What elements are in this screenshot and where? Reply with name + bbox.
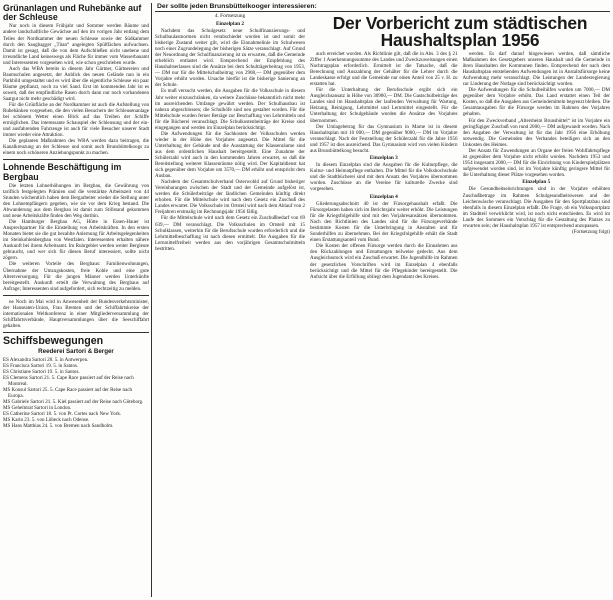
article-paragraph: Der Umlagebetrag für das Gymnasium in Marne ist in diesem Haushaltsplan mit 10 000,— DM gegenüber 9000,— DM im Vorjahre veranschlagt. Nach der Feststellung der Schülerzahl für die Jahre 1956 und 1957 ist dies ausreichend. Das Gymnasium wird von vielen Kindern aus Brunsbüttelkoog besucht.	[310, 123, 458, 154]
article-column-2	[310, 51, 458, 280]
article-paragraph: Der Ansatz für Zuwendungen an Organe der freien Wohlfahrtspflege ist gegenüber dem Vorjahre nicht erhöht worden. Nachdem 1953 und 1954 insgesamt 2000,— DM für die Einrichtung von Kinderspielplätzen aufgewendet worden sind, ist im Vorjahre künftig geringere Mittel für die Unterhaltung dieser Plätze vorgesehen worden.	[462, 147, 610, 178]
article-column-1	[155, 12, 305, 280]
list-item: ES Christiane Sartori 19. 5. in Santos.	[3, 369, 80, 376]
list-item: ES Alexandra Sartori 28. 5. in Antwerpen.	[3, 356, 89, 363]
article-column-3	[463, 51, 611, 280]
section-label: Einzelplan 5	[522, 178, 551, 185]
article-paragraph: Die Gesundheitseinrichtungen sind in der Vorjahre erhöhten Zuschußbetrage im Rahmen Schulgesundheitswesen und der Leichenwäsche veranschlagt. Die Ausgaben für den Sportplatzbau sind ebenfalls in diesem Einzelplan erfaßt. Die Frage, ob ein Volkssportplatz im Stadtteil verwirklicht wird, ist noch nicht entschieden. Es wird im Laufe des Sommers ein Vorschlag für die Gestaltung des Platzes zu erwarten sein; der Haushaltsplan 1957 ist entsprechend anzupassen.	[462, 186, 610, 229]
article-paragraph: Gliederungsabschnitt 40 ist der Fürsorgehaushalt erfaßt. Die Fürsorgelasten haben sich im Berichtsjahr weiter erhöht. Die Leistungen für die Kriegsfolgehilfe sind mit den Vorjahresansätzen übernommen. Nach den Richtlinien des Landes sind für die Fürsorgeverbände bestimmte Kosten für die Unterbringung in Anstalten und für Sonderhilfen zu übernehmen. Bei der Kriegsfolgehilfe erhält die Stadt einen Erstattungsanteil vom Bund.	[310, 201, 458, 244]
article-paragraph: Die Hamburger Bergbau AG, Hütte in Essen-Hauer ist Ansprechpartner für die Einstellung von Arbeitskräften. In den ersten Monaten bietet sie die gut bezahlte Anlernung für Arbeitsgelegenheiten im Steinkohlenbergbau von Westfalen. Interessenten erhalten nähere Auskunft bei ihrem Arbeitsamt. Im Ruhrgebiet werden weiter Bergleute gebraucht, und wer sich für diesen Beruf interessiert, sollte nicht zögern.	[3, 219, 149, 262]
list-item: ES Catherine Sartori 18. 5. von Pt. Cortes nach New York.	[3, 411, 122, 418]
article-paragraph: Die Aufwendungen für die Schulbeihilfen wurden um 7000,— DM gegenüber dem Vorjahre erhöht. Das Land erstattet einen Teil der Kosten, so daß die Ausgaben aus Gemeindemitteln begrenzt bleiben. Die Gesamtausgaben für die Fürsorge werden im Rahmen des Vorjahres gehalten.	[462, 87, 610, 118]
article-paragraph: Für den Zweckverband „Altersheim Brunsbüttel“ ist im Vorjahre ein geringfügiger Zuschuß von rund 2000,— DM aufgewandt worden. Nach den Angaben der Verwaltung ist für das Jahr 1956 eine Erhöhung notwendig. Die Gemeinden des Verbandes beteiligen sich an den Unkosten des Heimes.	[462, 117, 610, 148]
article-headline-schiffsbewegungen: Schiffsbewegungen	[3, 334, 104, 347]
list-item: ES Francisca Sartori 19. 5. in Santos.	[3, 362, 79, 369]
section-label: Einzelplan 4	[369, 193, 398, 200]
article-headline-bergbau: Lohnende Beschäftigung im Bergbau	[3, 162, 122, 182]
continuation-note: (Fortsetzung folgt)	[572, 228, 610, 235]
divider	[3, 332, 149, 333]
article-paragraph: Nachdem das Schulgesetz neue Schulfinanzierungs- und Schulbaulastnormen nicht verabschiedet worden ist und somit der bisherige Zustand weiter gilt, wird die Einnahmelinie im Schulwesen noch einer Zugrundelegung der bisherigen Sätze veranschlagt. Auf Grund der Neuordnung der Schulfinanzierung ist zu erwarten, daß die Gemeinde erheblich entlastet wird. Entsprechend der Empfehlung des Haushaltserlasses sind die Ansätze bei dem Schulträgerbeitrag von 1953,— DM nur für die Mittelschulbeitrag von 2908,— DM gegenüber dem Vorjahre erhöht worden. Ursache hierfür ist die bisherige Sanierung an der Schule.	[155, 28, 305, 89]
list-item: MS Karin 23. 5. von Lübeck nach Odense.	[3, 417, 90, 424]
ship-list	[3, 357, 149, 430]
article-paragraph: Für die Grünfläche an der Nordkammer ist auch die Aufstellung von Ruhebänken vorgesehen, die den vielen Besuchern der Schleusenanlage bei schönem Wetter einen Blick auf das Treiben der Schiffe ermöglichen. Das interessante Schauspiel der Schleusung und der ein- und ausfahrenden Fahrzeuge ist auch für viele Besucher unserer Stadt immer wieder eine Attraktion.	[3, 102, 149, 139]
article-paragraph: Auch das WBA bereits in diesem Jahr Gärtner, Gärtnereien und Baumschulen angesetzt, der Anblick des neuen Gelände nun in ein Parkbild umgestaltet und es wird über die eigentliche Schleuse ein paar Bäume gepflanzt, noch zu viel Sand. Erst im kommenden Jahr ist es soweit, daß der empfindliche Rasen durch dann nur noch vorhandenen Saatgut nicht mehr geschädigt wird.	[3, 65, 149, 102]
list-item: MS Hans Matthias 24. 5. von Bremen nach Sandholm.	[3, 423, 114, 430]
article-paragraph: Die weiteren Vorteile des Bergbaus: Familienwohnungen, Übernahme der Umzugskosten, freie Kohle und eine gute Altersversorgung. Für die jungen Männer werden Unterkünfte bereitgestellt. Auskunft erteilt die Verwaltung des Bergbaus auf Anfrage; Interessenten sind aufgefordert, sich rechtzeitig zu melden.	[3, 261, 149, 292]
installment-label: 4. Fortsetzung	[214, 13, 246, 19]
column-rule	[151, 3, 152, 597]
article-paragraph: Nur noch in diesem Frühjahr und Sommer werden Bäume und andere landschaftliche Gewächse auf den im vorigen Jahr entlang dem Teiles der Nordkammer der neuen Schleuse sowie der Südkammer durch den Saugbagger „Titan“ angelegten Spülflächen aufwachsen. Damit ist gesagt, daß die von dem Aufschließen nicht unebene und irreundliche Land keineswegs als Fläche für immer vom Wasserbauamt und Interessenten vorgesehen wird, wie schon geschrieben wurde.	[3, 23, 149, 66]
article-paragraph: Es muß versucht werden, die Ausgaben für die Volksschule in diesem Jahr weiter einzuschränken, da weitere Zuschüsse bekanntlich nicht mehr im ausreichenden Umfange gewährt werden. Der Schulhausbau ist nahezu abgeschlossen; die Schulhöfe sind neu gestaltet worden. Für die Mittelschule wurden ferner Beträge zur Beschaffung von Lehrmitteln und für die Bücherei veranschlagt. Die Schulkostenbeiträge der Kreise sind eingegangen und werden im Einzelplan berücksichtigt.	[155, 88, 305, 131]
main-article	[155, 3, 610, 598]
article-kicker: Der sollte jeden Brunsbüttelkooger interessieren:	[155, 3, 610, 12]
list-item: MS Gehelmrat Sartori in London.	[3, 405, 72, 412]
shipping-company: Reederei Sartori & Berger	[38, 347, 114, 355]
news-brief: ne Noch im Mai wird in Anwesenheit der Bundesverkehrsminister, der Hanseaten-Union, Frau Bremen und der Schiffahrtskreise der internationalen Weltkonferenz in einer Mitgliederversammlung der Schiffahrtsverbände, Hauptversammlungen über die Seeschiffahrt gehalten.	[3, 298, 149, 329]
divider	[3, 295, 149, 296]
article-paragraph: Für die Unterhaltung der Berufsschule ergibt sich ein Ausgleichsansatz in Höhe von 30900,— DM. Die Gastschulbeiträge des Landes sind im Haushaltsplan der laufenden Verwaltung für Wartung, Heizung, Reinigung, Lehrmittel und Lernmittel eingestellt. Für die Unterhaltung der Schulgebäude wurden die Ansätze des Vorjahres übernommen.	[310, 87, 458, 124]
article-paragraph: Nachdem der Gesamtschulverband Osterwohld auf Grund bisheriger Vereinbarungen zwischen der Stadt und der Gemeinde aufgelöst ist, werden die Schülerbeiträge der ländlichen Gemeinden künftig direkt erhoben. Für die Mittelschule wird nach dem Gesetz ein Zuschuß des Landes erwartet. Die Volksschule im Ortsteil wird nach dem Ablauf von 2 Freijahren erstmalig im Rechnungsjahr 1956 fällig.	[155, 179, 305, 216]
article-headline-schleuse: Grünanlagen und Ruhebänke auf der Schleuse	[3, 3, 142, 23]
list-item: MS Gabriele Sartori 21. 5. Kiel passiert auf der Reise nach Göteborg.	[3, 399, 144, 406]
article-paragraph: In diesem Einzelplan sind die Ausgaben für die Kulturpflege, die Kultur- und Heimatpflege enthalten. Die Mittel für die Volkshochschule und die Stadtbücherei sind mit dem Ansatz des Vorjahres übernommen worden. Zuschüsse an die Vereine für kulturelle Zwecke sind vorgesehen.	[310, 162, 458, 193]
article-paragraph: Für die Mittelschule wird nach dem Gesetz ein Zuschußbedarf von 69 639,— DM veranschlagt. Die Volksschulen im Ortsteil mit 15 Schulklassen, weiterhin für die Berufsschule wurden erforderlich und die Lehrmittelbeschaffung ist nach diesen ermittelt. Die Ausgaben für die Lernmittelfreiheit werden aus den vorjährigen Gesamtschulmitteln bestritten.	[155, 215, 305, 252]
section-label: Einzelplan 3	[369, 154, 398, 161]
article-paragraph: Die Aufwendungen für die Sachkosten der Volksschulen werden wieder in der Höhe des Vorjahres angesetzt. Die Mittel für die Unterhaltung der Gebäude und die Ausstattung der Klassenräume sind aus dem ordentlichen Haushalt bereitgestellt. Eine Zunahme der Schülerzahl wird auch in den kommenden Jahren erwartet, so daß die Bereitstellung weiterer Klassenräume nötig wird. Der Kapitaldienst hat sich gegenüber dem Vorjahre um 3570,— DM erhöht und entspricht dem Ausbau.	[155, 130, 305, 180]
article-paragraph: auch erreichet worden. Als Richtlinie gilt, daß die in Abs. 3 des § 21 Ziffer 1 Anerkennungssumme des Landes und Zweckzuweisungen einen Nachtragsplan erforderlich. Ermittelt ist die Tatsache, daß die Berechnung und Auszahlung der Gehälter für die Lehrer durch die Landeskasse erfolgt und die Gemeinde nur einen Anteil von 25 v. H. zu erstatten hat.	[310, 51, 458, 88]
article-paragraph: Die letzten Lohnerhöhungen im Bergbau, die Gewährung von tariflich festgelegten Prämien und die verstärkte Arbeitszeit von 44 Stunden wöchentlich haben dem Bergarbeiter wieder die Stellung unter den Lohnempfängern gegeben, wie sie vor dem Krieg bestand. Die Abwanderung aus dem Bergbau ist damit zum Stillstand gekommen und neue Arbeitskräfte finden den Weg dorthin.	[3, 182, 149, 220]
divider	[3, 159, 149, 160]
article-paragraph: Die geplanten Maßnahmen des WBA werden dazu beitragen, die Kanalkreuzung an der Schleuse und somit auch Brunsbüttelkoogs zu einem noch schöneren Anziehungspunkt zu machen.	[3, 138, 149, 157]
article-paragraph: werden. Es darf darauf hingewiesen werden, daß sämtliche Maßnahmen des Gesetzgebers unseren Haushalt und die Gemeinde in ihren Haushalten der Kommunen finden. Entsprechend der nach dem Haushaltsplan entstehenden Aufwendungen ist in Anstaltsfürsorge keine Aufwendung mehr veranschlagt. Die Leistungen der Landesregierung zur Linderung der Notlage sind berücksichtigt worden.	[462, 51, 610, 88]
article-right-block	[310, 12, 610, 280]
article-headline-haushaltsplan: Der Vorbericht zum städtischen Haushaltsplan 1956	[332, 13, 588, 50]
section-label: Einzelplan 2	[215, 20, 245, 27]
list-item: MS Konsul Sartori 25. 5. Cape Race passiert auf der Reise nach Europa.	[3, 387, 133, 400]
list-item: ES Clemens Sartori 21. 5. Cape Race passiert auf der Reise nach Montreal.	[3, 375, 134, 388]
left-column	[3, 3, 149, 598]
article-paragraph: Die Kosten der offenen Fürsorge werden durch die Einnahmen aus den Rückzahlungen und Erstattungen teilweise gedeckt. Aus dem Ausgleichsstock wird ein Zuschuß erwartet. Die Jugendhilfe im Rahmen der gesetzlichen Vorschriften wird im Einzelplan 4 ebenfalls berücksichtigt und die Mittel für die Pflegekinder bereitgestellt. Die Aufsicht über die Erfüllung obliegt dem Jugendamt des Kreises.	[310, 243, 458, 280]
